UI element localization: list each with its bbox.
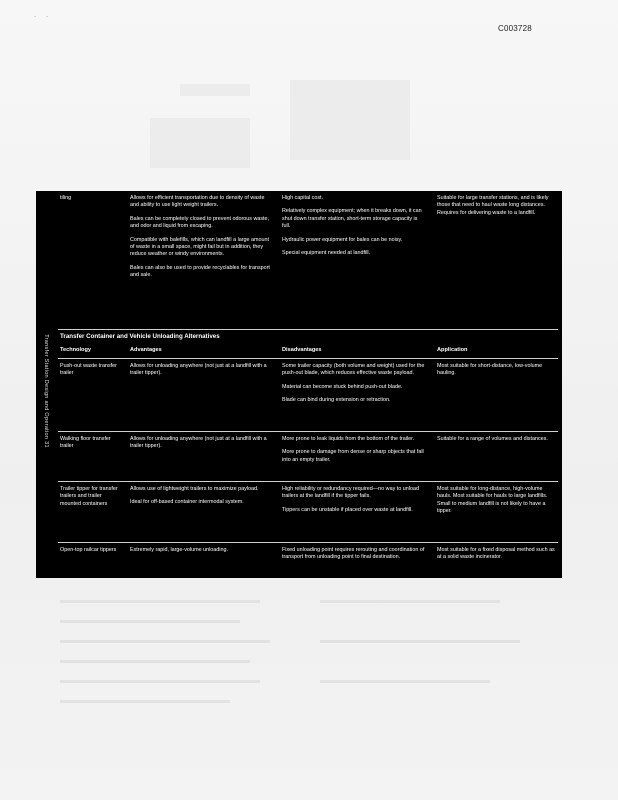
side-label-strip <box>36 191 56 578</box>
header-disadvantages: Disadvantages <box>282 347 322 353</box>
section-title: Transfer Container and Vehicle Unloading Alternatives <box>60 333 220 340</box>
row-1-application: Most suitable for short-distance, low-volume hauling. <box>437 363 543 377</box>
top-row-technology: tiling <box>60 195 72 201</box>
bleed-through-line <box>320 640 520 643</box>
bleed-through-block-top-right <box>290 80 410 160</box>
row-2-technology: Walking floor transfer trailer <box>60 436 111 450</box>
row-rule <box>58 431 558 432</box>
top-row-advantages: Allows for efficient transportation due to density of waste and ability to use light weight trailers. Bales can be completely closed to prevent odorous waste, and odor and liquid from escaping. Compatible with balefills, which can landfill a large amount of waste in a small space, might fail but in addition, they reduce weather or windy environments. Bales can also be used to provide recyclables for transport and sale. <box>130 195 270 279</box>
row-1-advantages: Allows for unloading anywhere (not just at a landfill with a trailer tipper). <box>130 363 267 377</box>
row-rule <box>58 542 558 543</box>
bleed-through-line <box>60 700 230 703</box>
row-3-technology: Trailer tipper for transfer trailers and trailer mounted containers <box>60 486 118 507</box>
row-2-disadvantages: More prone to leak liquids from the bottom of the trailer. More prone to damage from dense or sharp objects that fall into an empty trailer. <box>282 436 424 463</box>
bleed-through-block-top-left-2 <box>150 118 250 168</box>
bleed-through-line <box>60 640 270 643</box>
bleed-through-line <box>320 680 490 683</box>
row-3-disadvantages: High reliability or redundancy required—no way to unload trailers at the landfill if the tipper fails. Tippers can be unstable if placed over waste at landfill. <box>282 486 419 513</box>
bleed-through-line <box>60 620 240 623</box>
row-4-disadvantages: Fixed unloading point requires rerouting and coordination of transport from unloading point to final destination. <box>282 547 425 561</box>
document-id: C003728 <box>498 24 532 33</box>
header-rule <box>58 358 558 359</box>
scan-specks: · · <box>34 14 48 20</box>
bleed-through-block-top-left <box>180 84 250 96</box>
side-label-text: Transfer Station Design and Operation 31 <box>43 334 49 448</box>
table-panel <box>36 191 562 578</box>
top-row-application: Suitable for large transfer stations, and is likely those that need to haul waste long distances. Requires for delivering waste to a landfill. <box>437 195 549 216</box>
row-3-advantages: Allows use of lightweight trailers to maximize payload. Ideal for off-based container intermodal system. <box>130 486 259 506</box>
row-rule <box>58 481 558 482</box>
bleed-through-line <box>320 600 500 603</box>
row-4-technology: Open-top railcar tippers <box>60 547 117 553</box>
bleed-through-line <box>60 660 250 663</box>
header-application: Application <box>437 347 468 353</box>
section-rule-upper <box>58 329 558 330</box>
row-4-advantages: Extremely rapid, large-volume unloading. <box>130 547 228 553</box>
row-4-application: Most suitable for a fixed disposal method such as at a solid waste incinerator. <box>437 547 555 561</box>
bleed-through-line <box>60 600 260 603</box>
header-advantages: Advantages <box>130 347 162 353</box>
row-1-technology: Push-out waste transfer trailer <box>60 363 117 377</box>
row-1-disadvantages: Some trailer capacity (both volume and weight) used for the push-out blade, which reduces effective waste payload. Material can become stuck behind push-out blade. Blade can bind during extension or retraction. <box>282 363 425 404</box>
row-2-application: Suitable for a range of volumes and distances. <box>437 436 548 442</box>
top-row-disadvantages: High capital cost. Relatively complex equipment; when it breaks down, it can shut down transfer station, short-term storage capacity is full. Hydraulic power equipment for bales can be noisy. Special equipment needed at landfill. <box>282 195 422 257</box>
header-technology: Technology <box>60 347 91 353</box>
row-3-application: Most suitable for long-distance, high-volume hauls. Most suitable for hauls to large landfills. Small to medium landfill is not likely to have a tipper. <box>437 486 548 515</box>
bleed-through-line <box>60 680 260 683</box>
row-2-advantages: Allows for unloading anywhere (not just at a landfill with a trailer tipper). <box>130 436 267 450</box>
